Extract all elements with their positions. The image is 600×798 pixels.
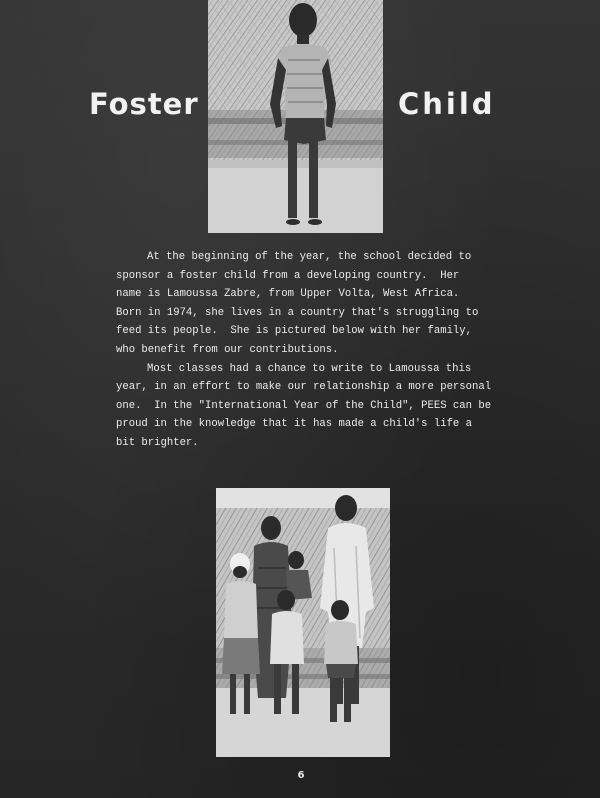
paragraph-1-line-2: sponsor a foster child from a developing country. Her — [116, 269, 460, 282]
foster-child-photo-image — [208, 0, 383, 233]
paragraph-1-line-3: name is Lamoussa Zabre, from Upper Volta, West Africa. — [116, 288, 460, 301]
paragraph-2-line-1: Most classes had a chance to write to Lamoussa this — [147, 362, 472, 375]
article-body — [116, 248, 496, 453]
paragraph-2-line-5: bit brighter. — [116, 436, 199, 449]
family-photo-image — [216, 488, 390, 757]
paragraph-1-line-5: feed its people. She is pictured below with her family, — [116, 325, 473, 338]
paragraph-2-line-2: year, in an effort to make our relationship a more personal — [116, 381, 492, 394]
paragraph-2-line-4: proud in the knowledge that it has made a child's life a — [116, 418, 473, 431]
title-child: Child — [398, 87, 496, 121]
paragraph-2-line-3: one. In the "International Year of the Child", PEES can be — [116, 399, 492, 412]
title-foster: Foster — [89, 87, 199, 121]
family-photo — [216, 488, 390, 757]
paragraph-1-line-4: Born in 1974, she lives in a country that's struggling to — [116, 306, 479, 319]
paragraph-1-line-6: who benefit from our contributions. — [116, 343, 339, 356]
page-number: 6 — [297, 770, 305, 781]
foster-child-photo — [208, 0, 383, 233]
paragraph-1-line-1: At the beginning of the year, the school decided to — [147, 251, 472, 263]
